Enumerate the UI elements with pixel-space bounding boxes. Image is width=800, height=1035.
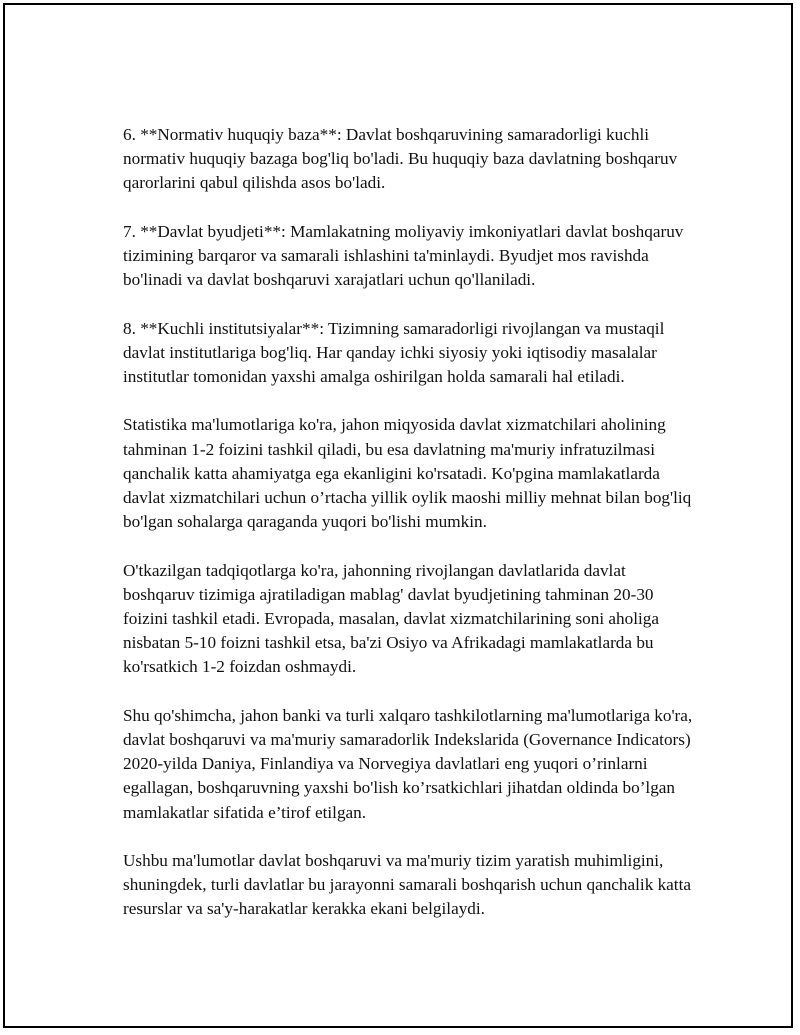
paragraph-governance-indicators: Shu qo'shimcha, jahon banki va turli xalqaro tashkilotlarning ma'lumotlariga ko'ra, davlat boshqaruvi va ma'muriy samaradorlik Indekslarida (Governance Indicators) 2020-yilda Daniya, Finlandiya va Norvegiya davlatlari eng yuqori o’rinlarni egallagan, boshqaruvning yaxshi bo'lish ko’rsatkichlari jihatdan oldinda bo’lgan mamlakatlar sifatida e’tirof etilgan. <box>123 705 693 822</box>
paragraph-tadqiqotlar: O'tkazilgan tadqiqotlarga ko'ra, jahonning rivojlangan davlatlarida davlat boshqaruv tizimiga ajratiladigan mablag' davlat byudjetining tahminan 20-30 foizini tashkil etadi. Evropada, masalan, davlat xizmatchilarining soni aholiga nisbatan 5-10 foizni tashkil etsa, ba'zi Osiyo va Afrikadagi mamlakatlarda bu ko'rsatkich 1-2 foizdan oshmaydi. <box>123 560 659 677</box>
document-body <box>123 123 698 946</box>
page-frame <box>3 3 793 1028</box>
paragraph-kuchli-institutsiyalar: 8. **Kuchli institutsiyalar**: Tizimning samaradorligi rivojlangan va mustaqil davlat institutlariga bog'liq. Har qanday ichki siyosiy yoki iqtisodiy masalalar institutlar tomonidan yaxshi amalga oshirilgan holda samarali hal etiladi. <box>123 318 665 386</box>
paragraph-davlat-byudjeti: 7. **Davlat byudjeti**: Mamlakatning moliyaviy imkoniyatlari davlat boshqaruv tizimining barqaror va samarali ishlashini ta'minlaydi. Byudjet mos ravishda bo'linadi va davlat boshqaruvi xarajatlari uchun qo'llaniladi. <box>123 221 684 290</box>
paragraph-statistika: Statistika ma'lumotlariga ko'ra, jahon miqyosida davlat xizmatchilari aholining tahminan 1-2 foizini tashkil qiladi, bu esa davlatning ma'muriy infratuzilmasi qanchalik katta ahamiyatga ega ekanligini ko'rsatadi. Ko'pgina mamlakatlarda davlat xizmatchilari uchun o’rtacha yillik oylik maoshi milliy mehnat bilan bog'liq bo'lgan sohalarga qaraganda yuqori bo'lishi mumkin. <box>123 415 692 532</box>
paragraph-normativ-huquqiy-baza: 6. **Normativ huquqiy baza**: Davlat boshqaruvining samaradorligi kuchli normativ huquqiy bazaga bog'liq bo'ladi. Bu huquqiy baza davlatning boshqaruv qarorlarini qabul qilishda asos bo'ladi. <box>123 125 678 193</box>
paragraph-conclusion: Ushbu ma'lumotlar davlat boshqaruvi va ma'muriy tizim yaratish muhimligini, shuningdek, turli davlatlar bu jarayonni samarali boshqarish uchun qanchalik katta resurslar va sa'y-harakatlar kerakka ekani belgilaydi. <box>123 851 691 919</box>
